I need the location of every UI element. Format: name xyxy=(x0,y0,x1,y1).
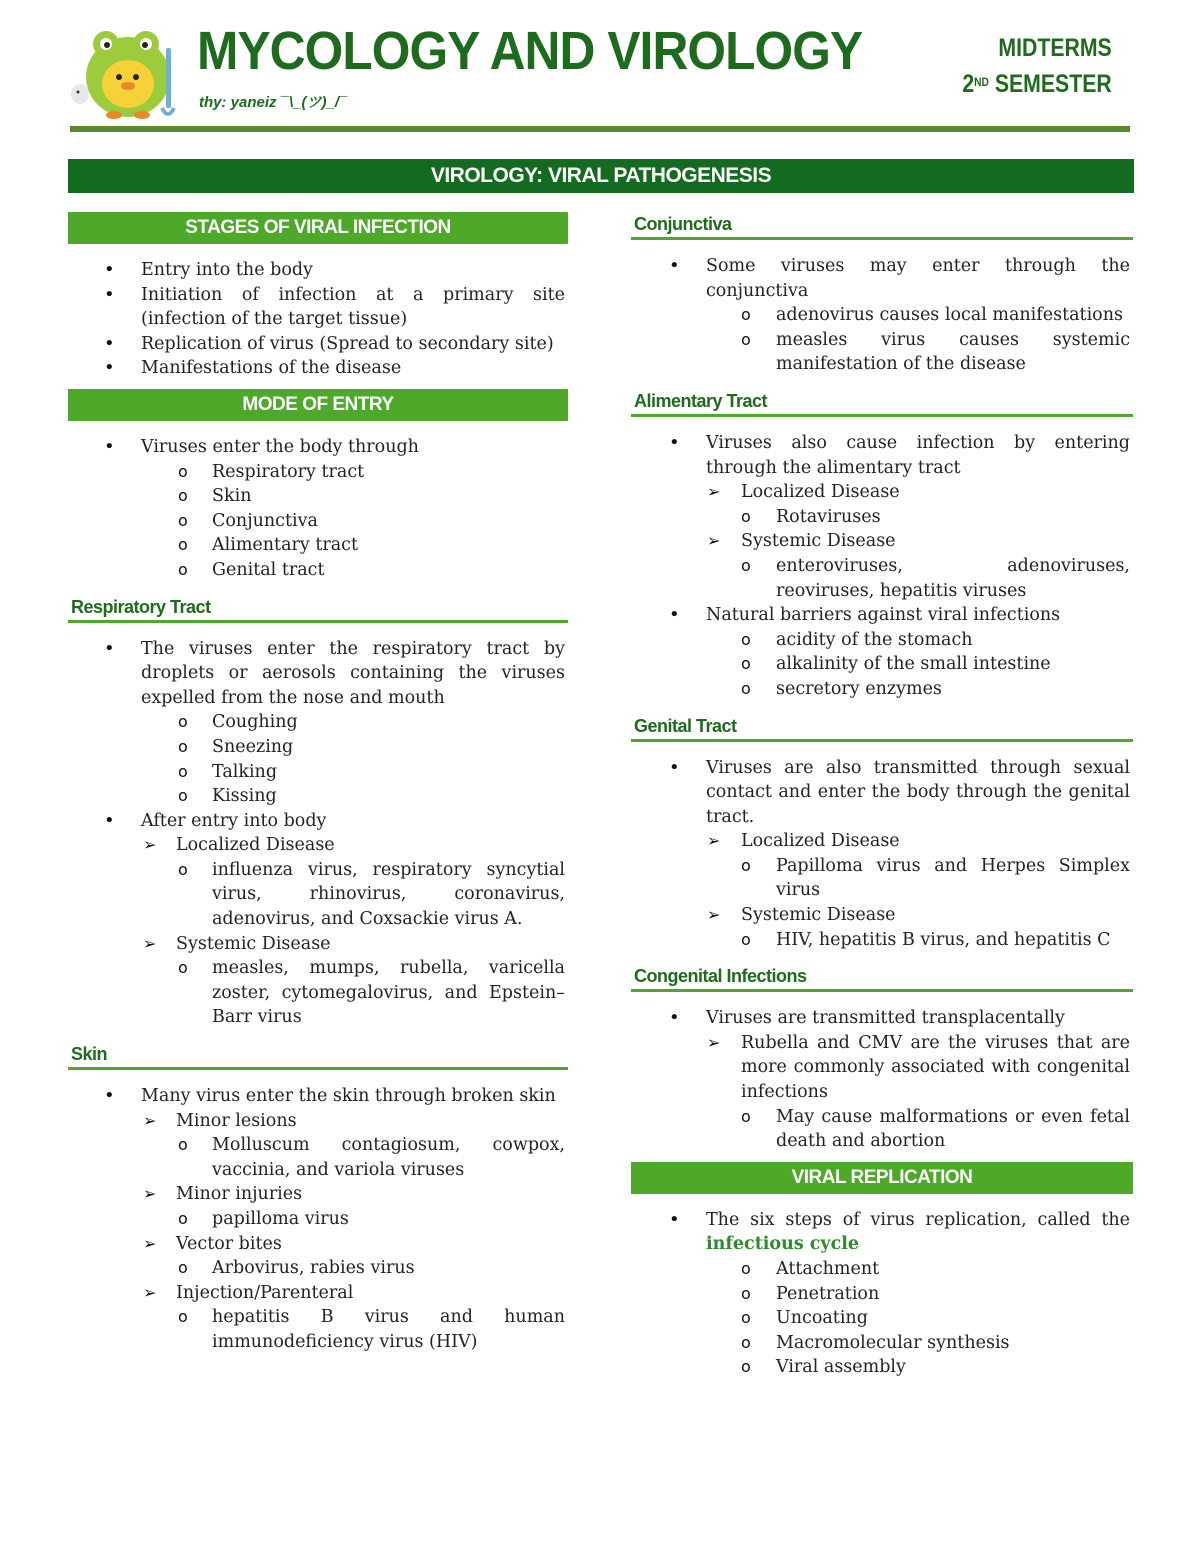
list-item: • Viruses enter the body through xyxy=(68,435,568,460)
list-item: ➢ Minor lesions xyxy=(68,1109,568,1134)
list-item: o Talking xyxy=(68,760,568,785)
alimentary-heading: Alimentary Tract xyxy=(631,391,1133,417)
list-item: • Viruses also cause infection by entering through the alimentary tract xyxy=(631,431,1133,480)
right-column xyxy=(631,212,1133,1380)
conjunctiva-heading: Conjunctiva xyxy=(631,214,1133,240)
list-item: ➢ Injection/Parenteral xyxy=(68,1281,568,1306)
list-item: o hepatitis B virus and human immunodeficiency virus (HIV) xyxy=(68,1305,568,1354)
list-item: • Entry into the body xyxy=(68,258,568,283)
main-section-banner: VIROLOGY: VIRAL PATHOGENESIS xyxy=(68,159,1134,193)
mode-list xyxy=(68,435,568,583)
exam-label: MIDTERMS xyxy=(998,34,1112,62)
conjunctiva-list xyxy=(631,254,1133,377)
congenital-heading: Congenital Infections xyxy=(631,966,1133,992)
genital-list xyxy=(631,756,1133,953)
infectious-cycle-term: infectious cycle xyxy=(706,1234,860,1255)
list-item: o Kissing xyxy=(68,784,568,809)
list-item: o influenza virus, respiratory syncytial virus, rhinovirus, coronavirus, adenovirus, and Coxsackie virus A. xyxy=(68,858,568,932)
list-item: ➢ Systemic Disease xyxy=(68,932,568,957)
list-item: • After entry into body xyxy=(68,809,568,834)
list-item: ➢ Minor injuries xyxy=(68,1182,568,1207)
replication-list xyxy=(631,1208,1133,1380)
page-header xyxy=(0,0,1200,140)
list-item: o Arbovirus, rabies virus xyxy=(68,1256,568,1281)
list-item: o secretory enzymes xyxy=(631,677,1133,702)
header-rule xyxy=(70,126,1130,132)
mascot-frog-chick-image xyxy=(70,22,185,122)
congenital-list xyxy=(631,1006,1133,1154)
list-item: o Coughing xyxy=(68,710,568,735)
list-item: • The viruses enter the respiratory tract by droplets or aerosols containing the viruses expelled from the nose and mouth xyxy=(68,637,568,711)
genital-heading: Genital Tract xyxy=(631,716,1133,742)
list-item: • Many virus enter the skin through broken skin xyxy=(68,1084,568,1109)
semester-label: 2ND SEMESTER xyxy=(962,70,1112,98)
list-item: • Viruses are also transmitted through sexual contact and enter the body through the genital tract. xyxy=(631,756,1133,830)
list-item: o May cause malformations or even fetal death and abortion xyxy=(631,1105,1133,1154)
list-item: o HIV, hepatitis B virus, and hepatitis C xyxy=(631,928,1133,953)
stages-heading: STAGES OF VIRAL INFECTION xyxy=(68,212,568,244)
list-item: o Skin xyxy=(68,484,568,509)
respiratory-list xyxy=(68,637,568,1031)
list-item: o Papilloma virus and Herpes Simplex virus xyxy=(631,854,1133,903)
list-item: o alkalinity of the small intestine xyxy=(631,652,1133,677)
list-item: • Replication of virus (Spread to secondary site) xyxy=(68,332,568,357)
list-item: o measles virus causes systemic manifestation of the disease xyxy=(631,328,1133,377)
list-item: o Conjunctiva xyxy=(68,509,568,534)
list-item: o Molluscum contagiosum, cowpox, vaccinia, and variola viruses xyxy=(68,1133,568,1182)
skin-list xyxy=(68,1084,568,1355)
list-item: • Initiation of infection at a primary site (infection of the target tissue) xyxy=(68,283,568,332)
left-column xyxy=(68,212,568,1355)
list-item: o Uncoating xyxy=(631,1306,1133,1331)
list-item: o acidity of the stomach xyxy=(631,628,1133,653)
list-item: o measles, mumps, rubella, varicella zoster, cytomegalovirus, and Epstein–Barr virus xyxy=(68,956,568,1030)
list-item: • Natural barriers against viral infections xyxy=(631,603,1133,628)
list-item: o Alimentary tract xyxy=(68,533,568,558)
list-item: o Rotaviruses xyxy=(631,505,1133,530)
list-item: ➢ Systemic Disease xyxy=(631,903,1133,928)
mode-of-entry-heading: MODE OF ENTRY xyxy=(68,389,568,421)
list-item: o Attachment xyxy=(631,1257,1133,1282)
list-item: ➢ Systemic Disease xyxy=(631,529,1133,554)
list-item: o Viral assembly xyxy=(631,1355,1133,1380)
skin-heading: Skin xyxy=(68,1044,568,1070)
list-item: o Macromolecular synthesis xyxy=(631,1331,1133,1356)
list-item: • Some viruses may enter through the conjunctiva xyxy=(631,254,1133,303)
exam-info xyxy=(963,30,1112,102)
stages-list xyxy=(68,258,568,381)
alimentary-list xyxy=(631,431,1133,702)
list-item: ➢ Rubella and CMV are the viruses that are more commonly associated with congenital infections xyxy=(631,1031,1133,1105)
list-item: • Viruses are transmitted transplacentally xyxy=(631,1006,1133,1031)
list-item: o Penetration xyxy=(631,1282,1133,1307)
viral-replication-heading: VIRAL REPLICATION xyxy=(631,1162,1133,1194)
list-item: • Manifestations of the disease xyxy=(68,356,568,381)
list-item: o Sneezing xyxy=(68,735,568,760)
list-item: ➢ Localized Disease xyxy=(68,833,568,858)
document-title: MYCOLOGY AND VIROLOGY xyxy=(197,21,863,81)
list-item: o adenovirus causes local manifestations xyxy=(631,303,1133,328)
list-item: o papilloma virus xyxy=(68,1207,568,1232)
list-item: o Respiratory tract xyxy=(68,460,568,485)
author-byline: thy: yaneiz ¯\_(ツ)_/¯ xyxy=(199,94,348,111)
list-item: ➢ Localized Disease xyxy=(631,480,1133,505)
list-item: ➢ Vector bites xyxy=(68,1232,568,1257)
list-item: ➢ Localized Disease xyxy=(631,829,1133,854)
list-item: o enteroviruses, adenoviruses, reoviruses, hepatitis viruses xyxy=(631,554,1133,603)
respiratory-heading: Respiratory Tract xyxy=(68,597,568,623)
list-item: • The six steps of virus replication, called the infectious cycle xyxy=(631,1208,1133,1257)
list-item: o Genital tract xyxy=(68,558,568,583)
